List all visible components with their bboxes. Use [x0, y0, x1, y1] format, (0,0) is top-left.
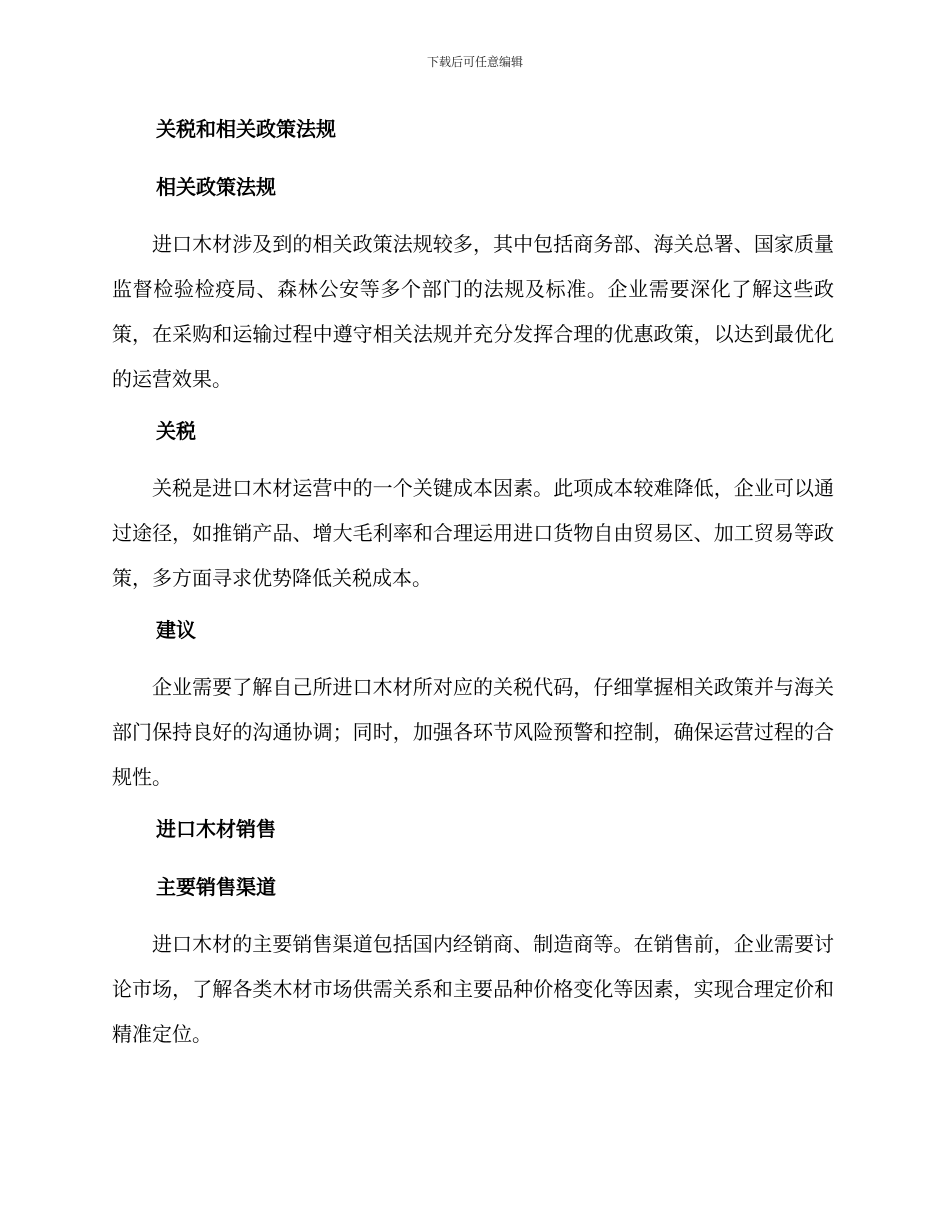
page-header: 下载后可任意编辑 — [426, 55, 523, 69]
section-heading-timber-sales: 进口木材销售 — [156, 817, 276, 841]
section-heading-suggestion: 建议 — [156, 618, 196, 642]
section-heading-sales-channels: 主要销售渠道 — [156, 875, 276, 899]
section-heading-policy-regulations: 相关政策法规 — [156, 175, 276, 199]
section-heading-tariff: 关税 — [156, 419, 196, 443]
paragraph-suggestion: 企业需要了解自己所进口木材所对应的关税代码，仔细掌握相关政策并与海关部门保持良好的沟通协调；同时，加强各环节风险预警和控制，确保运营过程的合规性。 — [112, 675, 834, 789]
document-body — [112, 112, 834, 1069]
paragraph-tariff: 关税是进口木材运营中的一个关键成本因素。此项成本较难降低，企业可以通过途径，如推销产品、增大毛利率和合理运用进口货物自由贸易区、加工贸易等政策，多方面寻求优势降低关税成本。 — [112, 476, 834, 590]
paragraph-sales-channels: 进口木材的主要销售渠道包括国内经销商、制造商等。在销售前，企业需要讨论市场，了解各类木材市场供需关系和主要品种价格变化等因素，实现合理定价和精准定位。 — [112, 932, 834, 1046]
paragraph-policy-regulations: 进口木材涉及到的相关政策法规较多，其中包括商务部、海关总署、国家质量监督检验检疫局、森林公安等多个部门的法规及标准。企业需要深化了解这些政策，在采购和运输过程中遵守相关法规并充分发挥合理的优惠政策，以达到最优化的运营效果。 — [112, 232, 834, 391]
section-heading-tariff-policy: 关税和相关政策法规 — [156, 117, 336, 141]
